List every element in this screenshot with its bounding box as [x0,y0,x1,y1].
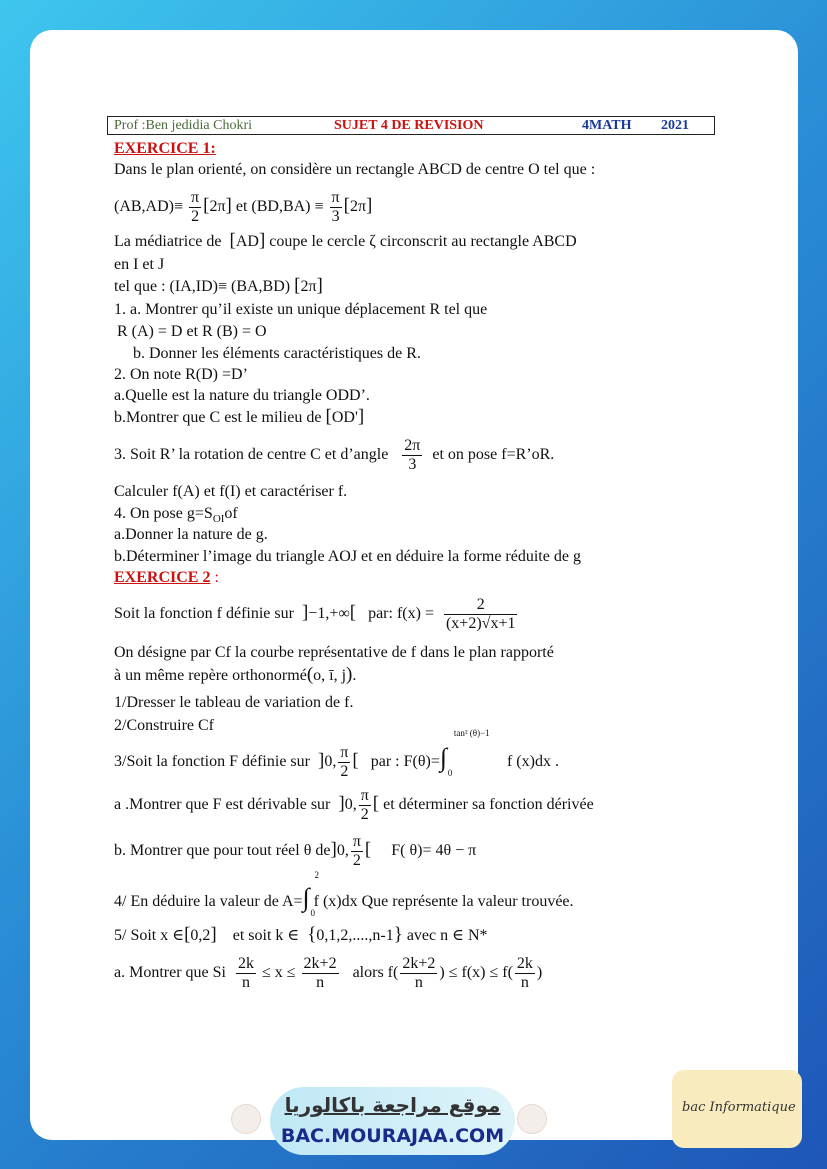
q1a-conditions: R (A) = D et R (B) = O [117,323,267,340]
ex2-curve-text: On désigne par Cf la courbe représentative de f dans le plan rapporté [114,644,554,661]
site-url-link[interactable]: BAC.MOURAJAA.COM [280,1125,505,1147]
q4a: a.Donner la nature de g. [114,526,268,543]
q3: 3. Soit R’ la rotation de centre C et d’angle $\frac{2\pi}{3}$ et on pose f=R’oR. [114,436,555,473]
q1b: b. Donner les éléments caractéristiques de R. [133,345,421,362]
site-name-arabic: موقع مراجعة باكالوريا [284,1093,501,1117]
site-logo-left-icon [231,1104,261,1134]
ex2-qb: b. Montrer que pour tout réel θ de]0, $\frac{\pi}{2}$ [ F( θ)= 4θ − π [114,832,477,869]
document-header [107,116,715,135]
ex2-q5a: a. Montrer que Si $\frac{2k}{n}$ ≤ x ≤ $\frac{2k+2}{n}$ alors f( $\frac{2k+2}{n}$ ) ≤ f(x) ≤ f( $\frac{2k}{n}$ ) [114,954,543,991]
q1a: 1. a. Montrer qu’il existe un unique déplacement R tel que [114,301,488,318]
exercise-1-title: EXERCICE 1: [114,140,216,157]
site-badge[interactable] [270,1087,515,1155]
year: 2021 [661,118,689,133]
ex2-q1: 1/Dresser le tableau de variation de f. [114,694,354,711]
author-name: Prof :Ben jedidia Chokri [114,118,253,133]
bac-informatique-badge [672,1070,802,1148]
q4: 4. On pose $g=S_{OI}of$ [114,505,238,526]
ex1-condition-ia-id: tel que : (IA,ID)≡ (BA,BD) [2π] [114,275,323,296]
ex1-angle-conditions: (AB,AD)≡ $\frac{\pi}{2}$ [2π] et (BD,BA) ≡ $\frac{\pi}{3}$ [2π] [114,188,373,225]
q2b: b.Montrer que C est le milieu de [OD'] [114,406,365,427]
ex2-frame-text: à un même repère orthonormé(o, ī, j). [114,664,357,685]
site-logo-right-icon [517,1104,547,1134]
ex2-q2: 2/Construire Cf [114,717,214,734]
bac-informatique-logo-text: bac Informatique [682,1100,796,1115]
ex2-q5: 5/ Soit x ∈[0,2] et soit k ∈ {0,1,2,....,n-1} avec n ∈ N* [114,924,488,945]
ex1-intersection: en I et J [114,256,165,273]
q2a: a.Quelle est la nature du triangle ODD’. [114,387,370,404]
ex2-qa: a .Montrer que F est dérivable sur ]0, $\frac{\pi}{2}$ [ et déterminer sa fonction dérivée [114,786,594,823]
q3-calculer: Calculer f(A) et f(I) et caractériser f. [114,483,348,500]
ex2-function-definition: Soit la fonction f définie sur ]−1,+∞[ par: f(x) = $\frac{2}{(x+2)√x+1}$ [114,595,516,632]
q2: 2. On note R(D) =D’ [114,366,248,383]
ex2-q4: 4/ En déduire la valeur de A=∫ 2 0 f (x)dx Que représente la valeur trouvée. [114,870,574,918]
exercise-2-title: EXERCICE 2 : [114,569,219,586]
ex1-intro: Dans le plan orienté, on considère un rectangle ABCD de centre O tel que : [114,161,596,178]
q4b: b.Déterminer l’image du triangle AOJ et en déduire la forme réduite de g [114,548,581,565]
ex2-q3: 3/Soit la fonction F définie sur ]0, $\frac{\pi}{2}$ [ par : F(θ)=∫ tan² (θ)−1 0 f (x)dx . [114,728,559,780]
class-level: 4MATH [582,118,632,133]
subject-title: SUJET 4 DE REVISION [334,118,484,133]
ex1-mediatrice: La médiatrice de [AD] coupe le cercle ζ circonscrit au rectangle ABCD [114,230,577,251]
